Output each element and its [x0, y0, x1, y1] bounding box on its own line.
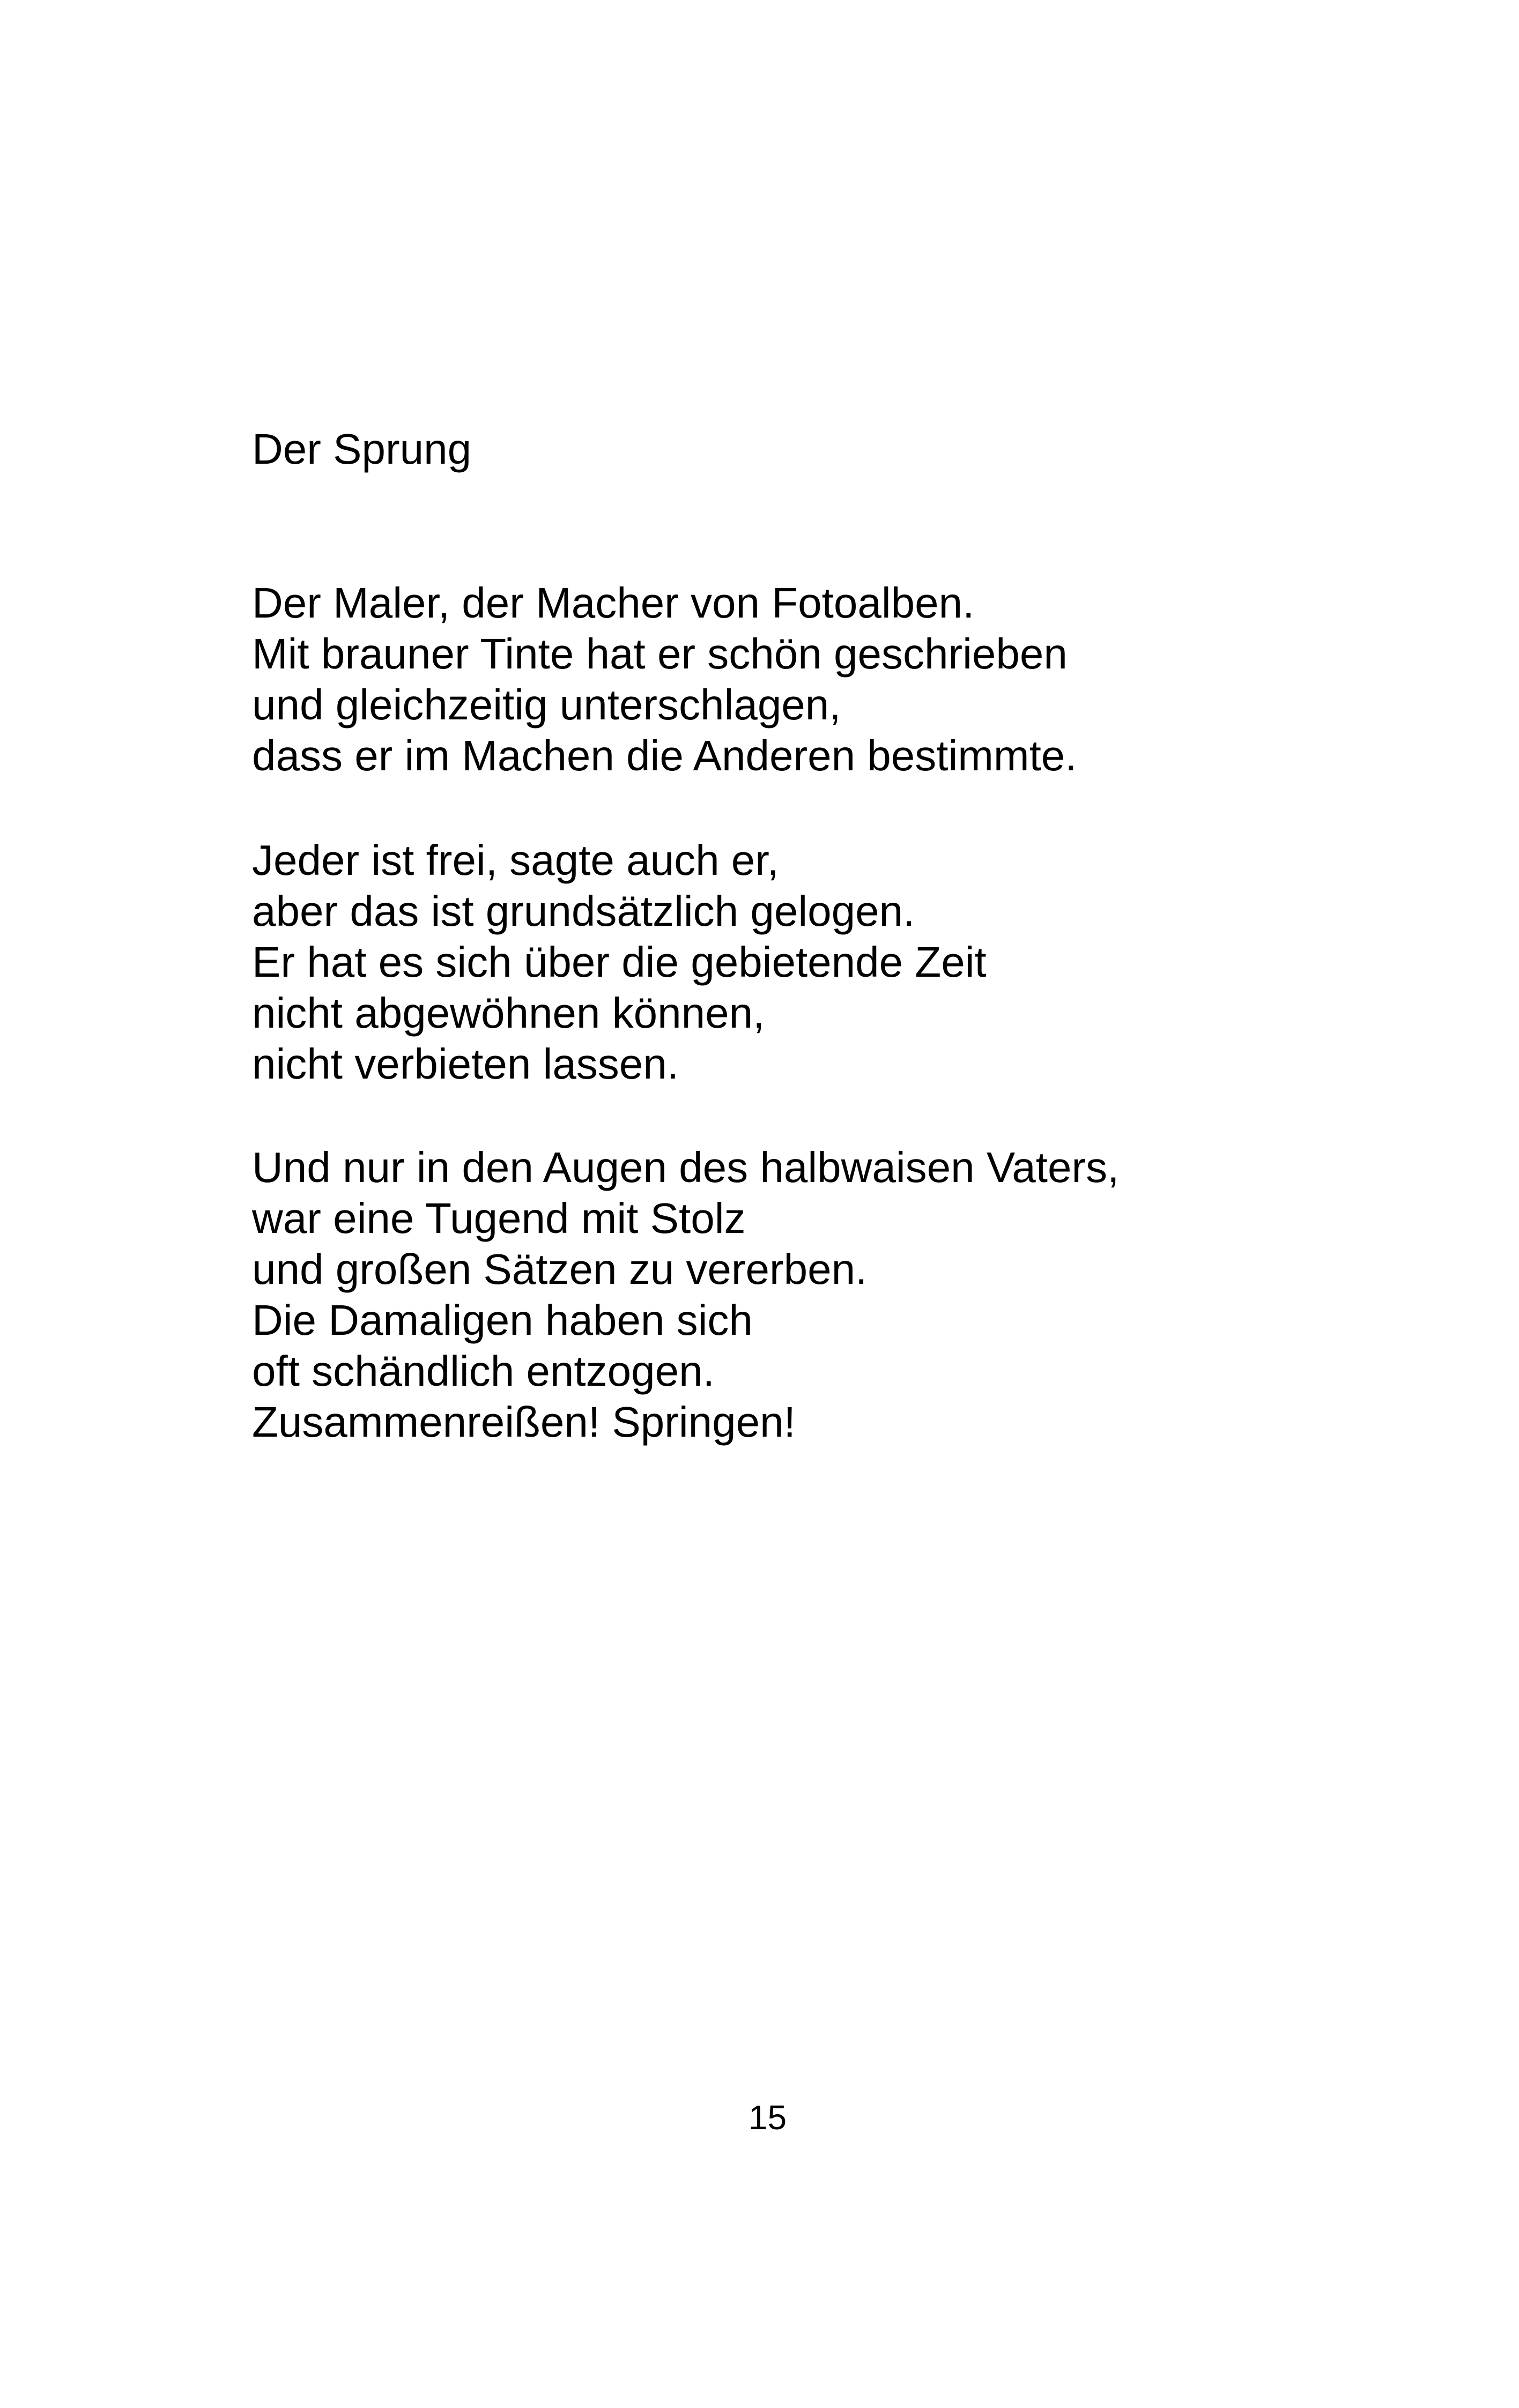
poem-line: dass er im Machen die Anderen bestimmte.	[252, 732, 1077, 779]
poem-line: Der Maler, der Macher von Fotoalben.	[252, 579, 975, 627]
poem-line: und gleichzeitig unterschlagen,	[252, 681, 841, 729]
poem-line: Jeder ist frei, sagte auch er,	[252, 836, 779, 884]
poem-line: war eine Tugend mit Stolz	[252, 1194, 746, 1242]
poem-line: Und nur in den Augen des halbwaisen Vaters,	[252, 1143, 1120, 1191]
stanza-3	[252, 1142, 1119, 1447]
poem-line: Mit brauner Tinte hat er schön geschrieben	[252, 630, 1068, 678]
poem-line: und großen Sätzen zu vererben.	[252, 1245, 868, 1293]
poem-line: oft schändlich entzogen.	[252, 1347, 715, 1395]
page-number: 15	[748, 2098, 787, 2137]
stanza-1	[252, 577, 1077, 781]
poem-line: nicht abgewöhnen können,	[252, 989, 765, 1037]
poem-title: Der Sprung	[252, 425, 472, 473]
poem-line: Zusammenreißen! Springen!	[252, 1398, 796, 1446]
poem-line: Die Damaligen haben sich	[252, 1296, 753, 1344]
poem-line: aber das ist grundsätzlich gelogen.	[252, 887, 915, 935]
stanza-2	[252, 835, 987, 1089]
poem-line: Er hat es sich über die gebietende Zeit	[252, 938, 987, 986]
poem-line: nicht verbieten lassen.	[252, 1040, 679, 1088]
